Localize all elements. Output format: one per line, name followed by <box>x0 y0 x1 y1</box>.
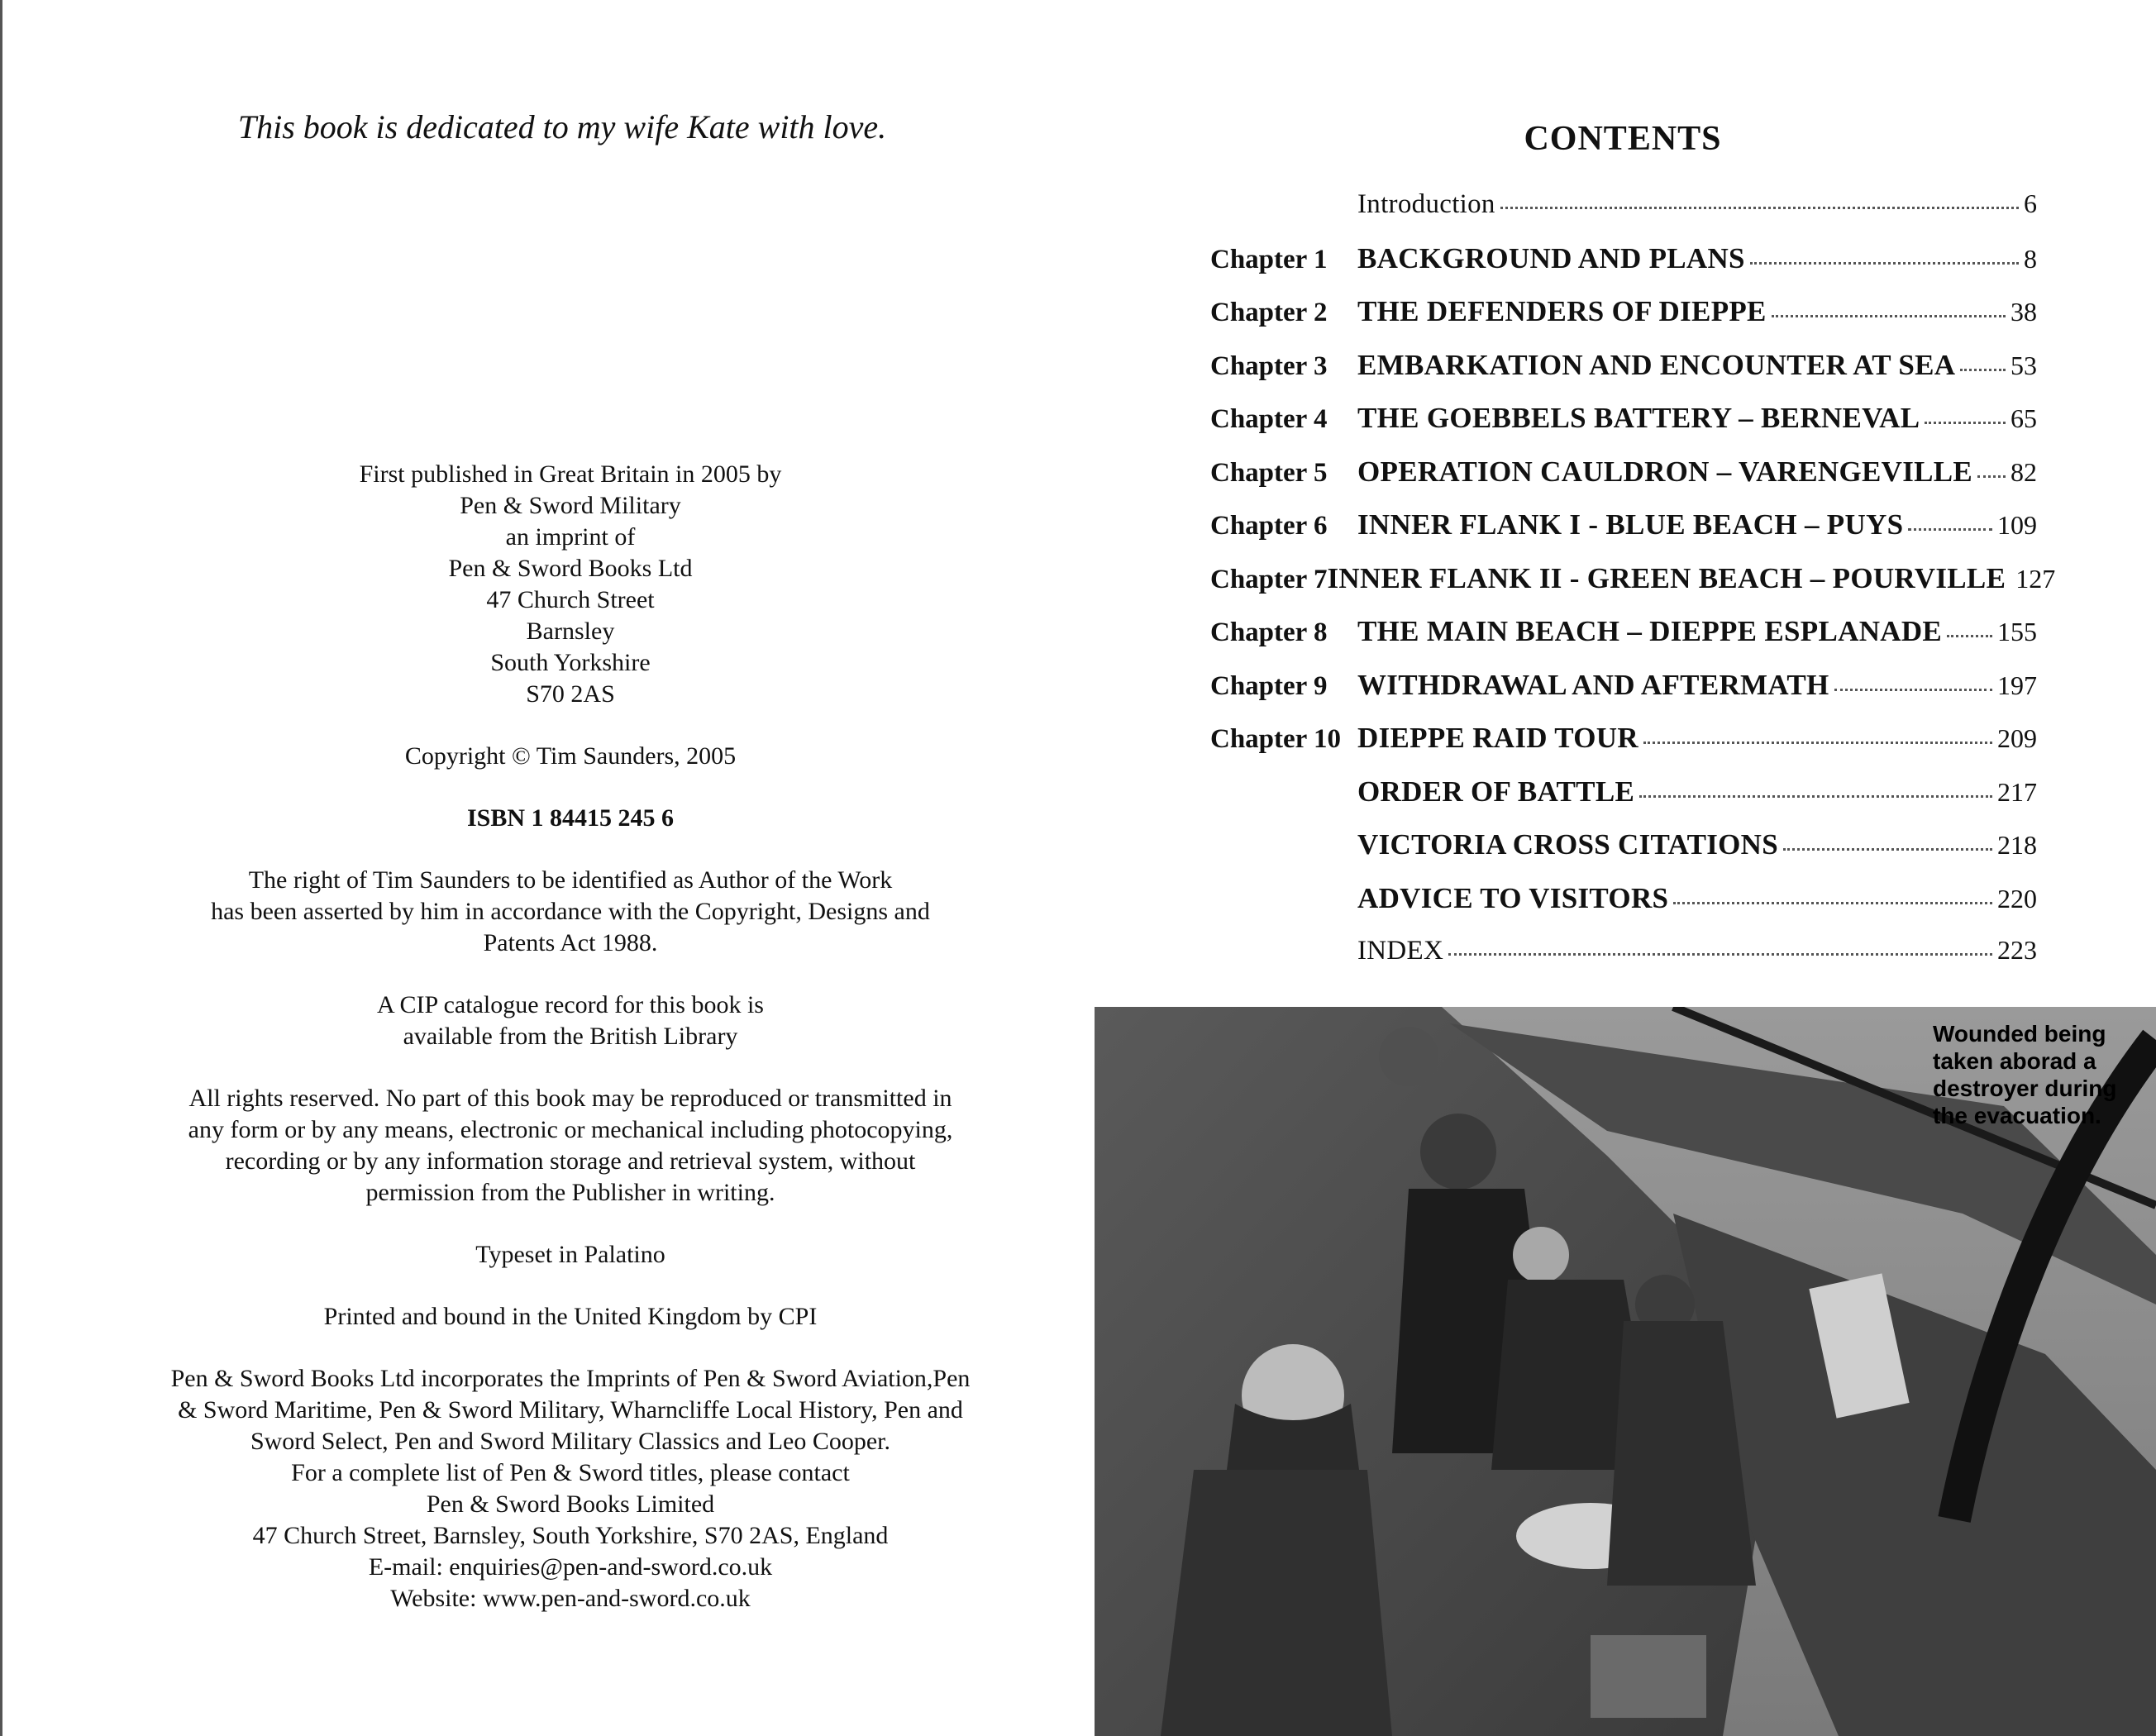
toc-title: OPERATION CAULDRON – VARENGEVILLE <box>1357 455 1973 488</box>
toc-title: THE DEFENDERS OF DIEPPE <box>1357 295 1767 327</box>
caption-line: taken aborad a <box>1933 1048 2096 1074</box>
toc-chapter-label: Chapter 6 <box>1210 511 1328 541</box>
toc-page-number: 53 <box>2011 350 2037 380</box>
publisher-line: Pen & Sword Books Ltd <box>448 555 693 582</box>
toc-leader-dots <box>1750 262 2019 265</box>
toc-page-number: 197 <box>1997 670 2037 700</box>
helmet <box>1420 1114 1496 1190</box>
page-edge <box>0 0 2 1736</box>
imprints-line: Sword Select, Pen and Sword Military Classics and Leo Cooper. <box>250 1428 891 1455</box>
toc-chapter-label: Chapter 5 <box>1210 457 1328 488</box>
toc-page-number: 65 <box>2011 403 2037 433</box>
toc-title: INDEX <box>1357 936 1444 966</box>
toc-entry <box>1210 508 2037 562</box>
toc-chapter-label: Chapter 10 <box>1210 724 1341 754</box>
toc-title: INNER FLANK I - BLUE BEACH – PUYS <box>1357 508 1904 541</box>
reserved-block <box>124 1083 1017 1209</box>
toc-page-number: 155 <box>1997 617 2037 646</box>
toc-entry <box>1210 615 2037 669</box>
toc-leader-dots <box>1783 848 1992 851</box>
hatch <box>1591 1635 1706 1718</box>
rights-block <box>124 865 1017 959</box>
publisher-line: Barnsley <box>526 618 615 645</box>
caption-line: destroyer during <box>1933 1075 2117 1101</box>
imprints-block <box>124 1363 1017 1614</box>
imprints-line: 47 Church Street, Barnsley, South Yorkshire, S70 2AS, England <box>252 1522 889 1549</box>
toc-leader-dots <box>1925 422 2006 424</box>
cip-line: available from the British Library <box>403 1023 738 1050</box>
toc-entry <box>1210 242 2037 296</box>
toc-page-number: 38 <box>2011 297 2037 327</box>
toc-entry <box>1210 935 2037 989</box>
helmet <box>1379 1027 1438 1086</box>
toc-leader-dots <box>1673 902 1992 904</box>
toc-title: THE MAIN BEACH – DIEPPE ESPLANADE <box>1357 615 1943 647</box>
toc-title: THE GOEBBELS BATTERY – BERNEVAL <box>1357 402 1920 434</box>
toc-title: INNER FLANK II - GREEN BEACH – POURVILLE <box>1327 561 2006 594</box>
publisher-line: an imprint of <box>505 523 636 551</box>
toc-leader-dots <box>1977 475 2006 478</box>
toc-chapter-label: Chapter 1 <box>1210 244 1328 274</box>
rights-line: The right of Tim Saunders to be identified as Author of the Work <box>248 866 893 894</box>
imprints-line: For a complete list of Pen & Sword titles, please contact <box>291 1459 850 1486</box>
copyright-line: Copyright © Tim Saunders, 2005 <box>404 742 737 770</box>
toc-entry <box>1210 882 2037 936</box>
toc-chapter-label: Chapter 4 <box>1210 404 1328 434</box>
toc-title: ADVICE TO VISITORS <box>1357 881 1669 914</box>
toc-chapter-label: Chapter 8 <box>1210 618 1328 647</box>
toc-leader-dots <box>1947 635 1992 637</box>
toc-page-number: 8 <box>2024 243 2037 274</box>
toc-entry <box>1210 455 2037 509</box>
toc-page-number: 209 <box>1997 723 2037 753</box>
right-page <box>1090 0 2156 1736</box>
reserved-line: All rights reserved. No part of this book may be reproduced or transmitted in <box>188 1085 952 1112</box>
publisher-block <box>124 459 1017 710</box>
toc-entry <box>1210 295 2037 349</box>
toc-entry <box>1210 561 2056 616</box>
toc-leader-dots <box>1643 742 1992 744</box>
toc-page-number: 6 <box>2024 188 2037 218</box>
toc-title: VICTORIA CROSS CITATIONS <box>1357 828 1779 861</box>
imprint-page <box>124 459 1017 1645</box>
toc-entry <box>1210 669 2037 723</box>
dedication: This book is dedicated to my wife Kate with love. <box>237 108 887 145</box>
rights-line: Patents Act 1988. <box>483 929 658 956</box>
toc-leader-dots <box>1772 315 2006 317</box>
soldier-body <box>1161 1470 1392 1736</box>
rights-line: has been asserted by him in accordance with the Copyright, Designs and <box>211 898 930 925</box>
publisher-line: S70 2AS <box>526 680 615 708</box>
toc-page-number: 223 <box>1997 935 2037 965</box>
imprints-line: & Sword Maritime, Pen & Sword Military, Wharncliffe Local History, Pen and <box>178 1396 963 1424</box>
evacuation-photo <box>1095 1007 2156 1736</box>
photo-caption <box>1933 1020 2131 1129</box>
toc-chapter-label: Chapter 9 <box>1210 670 1328 701</box>
toc-page-number: 218 <box>1997 830 2037 860</box>
toc-chapter-label: Chapter 2 <box>1210 298 1328 327</box>
toc-leader-dots <box>1834 689 1992 691</box>
toc-page-number: 217 <box>1997 776 2037 807</box>
toc-page-number: 220 <box>1997 883 2037 913</box>
reserved-line: any form or by any means, electronic or mechanical including photocopying, <box>188 1116 953 1143</box>
toc-chapter-label: Chapter 7 <box>1210 564 1328 594</box>
toc-page-number: 109 <box>1997 510 2037 540</box>
toc-leader-dots <box>1639 795 1992 798</box>
cip-line: A CIP catalogue record for this book is <box>377 991 764 1018</box>
table-of-contents <box>1210 188 2056 989</box>
publisher-line: South Yorkshire <box>490 649 651 676</box>
toc-page-number: 82 <box>2011 456 2037 487</box>
publisher-line: First published in Great Britain in 2005 by <box>359 460 782 488</box>
printed-line: Printed and bound in the United Kingdom by CPI <box>323 1303 818 1330</box>
reserved-line: permission from the Publisher in writing. <box>365 1179 775 1206</box>
toc-leader-dots <box>1448 953 1992 956</box>
contents-title: CONTENTS <box>1524 120 1722 158</box>
toc-page-number: 127 <box>2015 563 2056 594</box>
publisher-line: 47 Church Street <box>486 586 655 613</box>
imprints-line: Pen & Sword Books Limited <box>426 1490 715 1518</box>
cap <box>1513 1227 1569 1283</box>
toc-title: EMBARKATION AND ENCOUNTER AT SEA <box>1357 348 1956 381</box>
toc-chapter-label: Chapter 3 <box>1210 351 1328 381</box>
toc-title: Introduction <box>1357 189 1495 219</box>
toc-entry <box>1210 402 2037 455</box>
toc-entry <box>1210 722 2037 775</box>
toc-entry <box>1210 349 2037 403</box>
toc-leader-dots <box>1500 207 2019 209</box>
publisher-line: Pen & Sword Military <box>460 492 681 519</box>
toc-leader-dots <box>1960 369 2006 371</box>
reserved-line: recording or by any information storage and retrieval system, without <box>225 1147 916 1175</box>
toc-leader-dots <box>1908 528 1992 531</box>
toc-entry <box>1210 188 2037 242</box>
toc-title: BACKGROUND AND PLANS <box>1357 241 1745 274</box>
cip-block <box>124 990 1017 1052</box>
imprints-line: Pen & Sword Books Ltd incorporates the Imprints of Pen & Sword Aviation,Pen <box>170 1365 971 1392</box>
caption-line: Wounded being <box>1933 1021 2106 1047</box>
toc-title: ORDER OF BATTLE <box>1357 775 1635 808</box>
website-line: Website: www.pen-and-sword.co.uk <box>390 1585 751 1612</box>
typeset-line: Typeset in Palatino <box>475 1241 665 1268</box>
toc-entry <box>1210 828 2037 882</box>
isbn-line: ISBN 1 84415 245 6 <box>466 804 675 832</box>
toc-title: WITHDRAWAL AND AFTERMATH <box>1357 668 1829 701</box>
email-line: E-mail: enquiries@pen-and-sword.co.uk <box>368 1553 773 1581</box>
caption-line: the evacuation. <box>1933 1103 2101 1128</box>
toc-title: DIEPPE RAID TOUR <box>1357 722 1638 754</box>
toc-entry <box>1210 775 2037 829</box>
